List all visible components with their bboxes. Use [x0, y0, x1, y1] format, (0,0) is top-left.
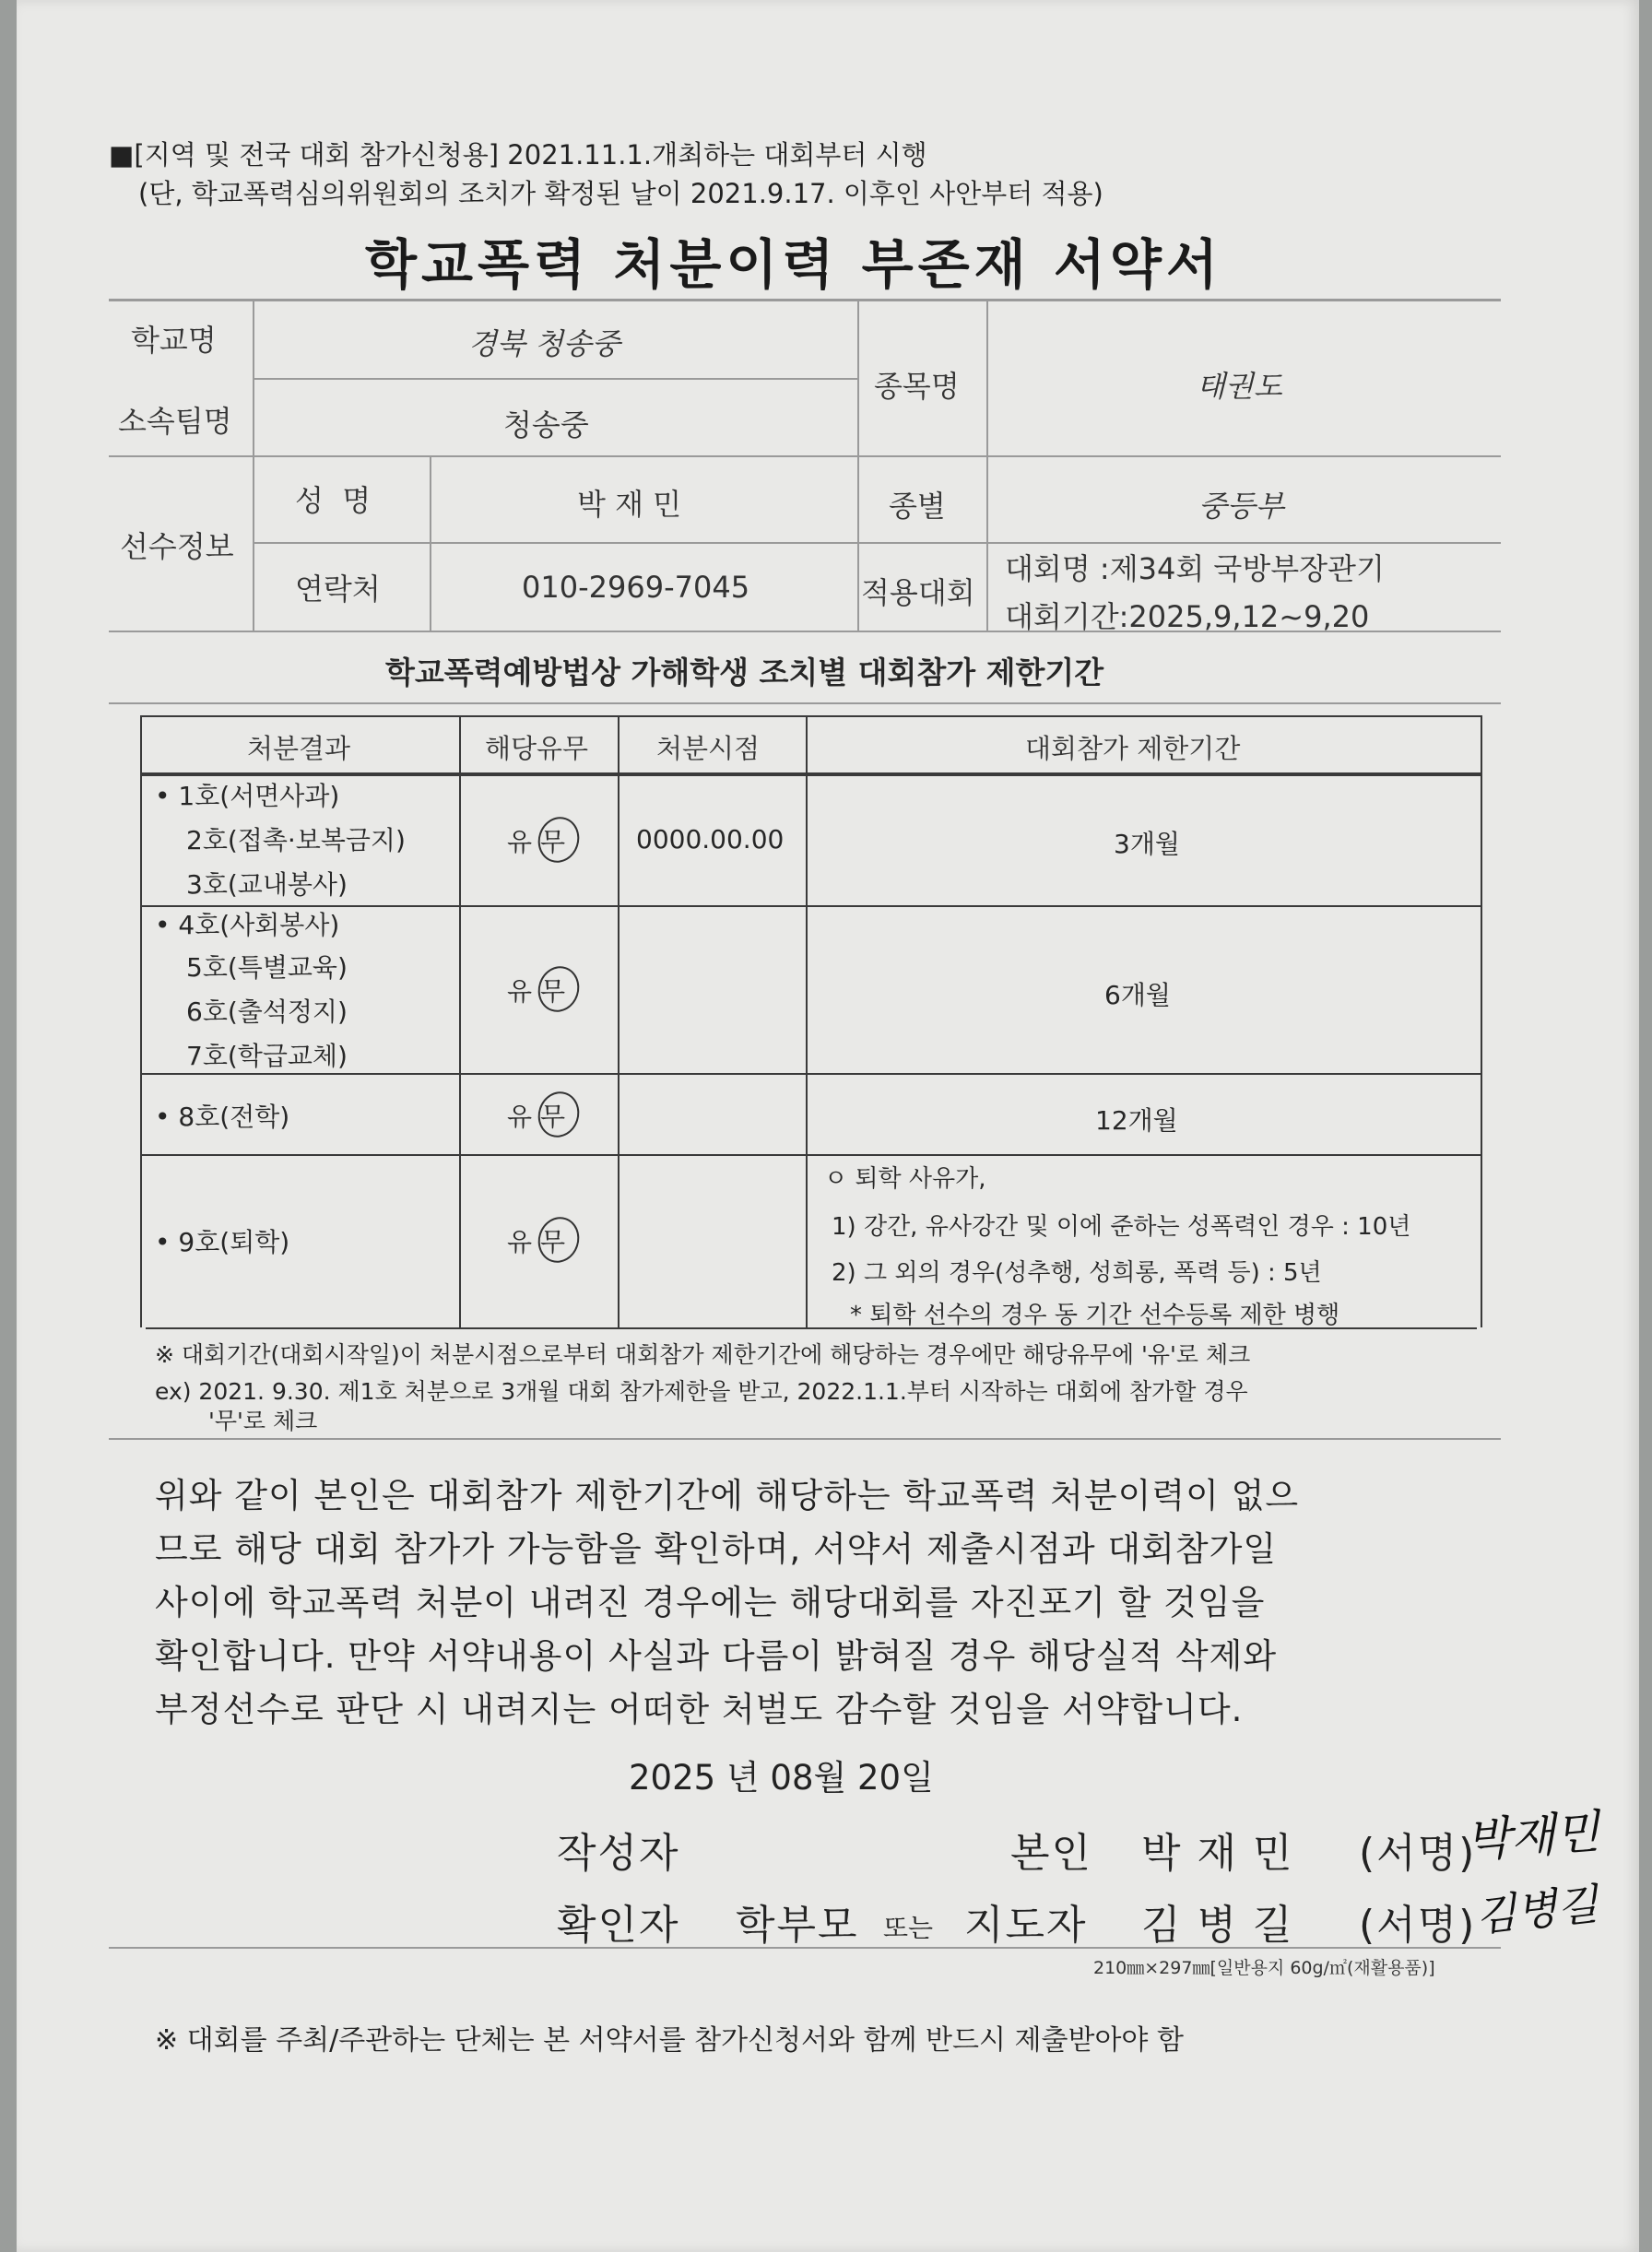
- pledge-line-4: 확인합니다. 만약 서약내용이 사실과 다름이 밝혀질 경우 해당실적 삭제와: [155, 1636, 1278, 1676]
- competition-name: 대회명 :제34회 국방부장관기: [1005, 551, 1385, 586]
- header-restriction-period: 대회참가 제한기간: [1025, 733, 1241, 764]
- paper-spec: 210㎜×297㎜[일반용지 60g/㎡(재활용품)]: [1093, 1958, 1435, 1978]
- info-table-border: [253, 299, 254, 631]
- header-disposition-date: 처분시점: [656, 733, 761, 764]
- document-title: 학교폭력 처분이력 부존재 서약서: [365, 233, 1222, 296]
- row4-no-check-mark: [532, 1211, 584, 1267]
- writer-sign-label: (서명): [1359, 1830, 1477, 1877]
- restriction-subtitle: 학교폭력예방법상 가해학생 조치별 대회참가 제한기간: [385, 654, 1104, 690]
- row4-item-1: • 9호(퇴학): [155, 1227, 290, 1257]
- row2-period: 6개월: [1104, 980, 1171, 1010]
- team-value: 청송중: [503, 407, 589, 442]
- table-col-border: [806, 715, 808, 1327]
- row4-period-line-4: * 퇴학 선수의 경우 동 기간 선수등록 제한 병행: [850, 1302, 1340, 1329]
- competition-period: 대회기간:2025,9,12~9,20: [1005, 599, 1370, 634]
- confirmer-role: 지도자: [964, 1902, 1088, 1949]
- header-applicable: 해당유무: [485, 733, 589, 764]
- bottom-note: ※ 대회를 주최/주관하는 단체는 본 서약서를 참가신청서와 함께 반드시 제출받아야 함: [155, 2024, 1184, 2057]
- info-table-border: [253, 378, 857, 380]
- event-value: 태권도: [1197, 369, 1282, 404]
- writer-label: 작성자: [557, 1830, 680, 1877]
- row3-no-check-mark: [532, 1086, 584, 1142]
- confirmer-parent: 학부모: [736, 1902, 859, 1949]
- writer-name: 박 재 민: [1141, 1830, 1294, 1877]
- table-header-border: [140, 772, 1482, 776]
- row1-no-check-mark: [532, 811, 584, 867]
- writer-role: 본인: [1010, 1830, 1093, 1877]
- confirmer-label: 확인자: [557, 1902, 680, 1949]
- info-table-border: [857, 299, 859, 631]
- row1-item-3: 3호(교내봉사): [186, 869, 348, 900]
- name-value: 박 재 민: [577, 487, 682, 522]
- row3-item-1: • 8호(전학): [155, 1102, 290, 1132]
- pledge-line-1: 위와 같이 본인은 대회참가 제한기간에 해당하는 학교폭력 처분이력이 없으: [155, 1476, 1300, 1515]
- team-label: 소속팀명: [118, 404, 232, 439]
- table-top-border: [140, 715, 1482, 717]
- notes-divider: [109, 1438, 1501, 1440]
- document-sheet: [17, 0, 1639, 2252]
- info-table-border: [430, 455, 431, 631]
- pledge-date: 2025 년 08월 20일: [629, 1758, 934, 1798]
- pledge-line-5: 부정선수로 판단 시 내려지는 어떠한 처벌도 감수할 것임을 서약합니다.: [155, 1690, 1244, 1729]
- table-row-border: [140, 1154, 1482, 1156]
- info-table-top-border: [109, 299, 1501, 301]
- row2-item-2: 5호(특별교육): [186, 952, 348, 983]
- row1-item-2: 2호(접촉·보복금지): [186, 825, 406, 855]
- school-label: 학교명: [131, 323, 217, 358]
- info-table-border: [109, 455, 1501, 457]
- row4-period-line-1: ㅇ 퇴학 사유가,: [824, 1165, 986, 1193]
- row1-date: 0000.00.00: [636, 824, 785, 855]
- row3-period: 12개월: [1095, 1105, 1178, 1136]
- info-table-border: [253, 542, 1501, 544]
- note-2: ex) 2021. 9.30. 제1호 처분으로 3개월 대회 참가제한을 받고, 2022.1.1.부터 시작하는 대회에 참가할 경우: [155, 1378, 1248, 1405]
- row2-yn: 유 무: [507, 976, 565, 1007]
- row1-item-1: • 1호(서면사과): [155, 781, 340, 811]
- row3-yn: 유 무: [507, 1102, 565, 1132]
- signature-divider: [109, 1947, 1501, 1949]
- contact-value: 010-2969-7045: [522, 570, 750, 605]
- pledge-line-3: 사이에 학교폭력 처분이 내려진 경우에는 해당대회를 자진포기 할 것임을: [155, 1583, 1266, 1622]
- note-3: '무'로 체크: [208, 1408, 318, 1434]
- confirmer-name: 김 병 길: [1141, 1902, 1294, 1949]
- row2-no-check-mark: [532, 961, 584, 1017]
- row2-item-1: • 4호(사회봉사): [155, 910, 340, 940]
- table-col-border: [1481, 715, 1482, 1327]
- row4-period-line-3: 2) 그 외의 경우(성추행, 성희롱, 폭력 등) : 5년: [832, 1259, 1322, 1287]
- player-info-label: 선수정보: [120, 529, 234, 564]
- row2-item-3: 6호(출석정지): [186, 996, 348, 1027]
- contact-label: 연락처: [295, 572, 381, 607]
- confirmer-handwritten-signature: 김병길: [1472, 1879, 1601, 1941]
- pledge-line-2: 므로 해당 대회 참가가 가능함을 확인하며, 서약서 제출시점과 대회참가일: [155, 1529, 1278, 1569]
- row4-yn: 유 무: [507, 1227, 565, 1257]
- subtitle-underline: [109, 702, 1501, 704]
- row2-item-4: 7호(학급교체): [186, 1041, 348, 1071]
- confirmer-sign-label: (서명): [1359, 1902, 1477, 1949]
- table-col-border: [459, 715, 461, 1327]
- row1-yn: 유 무: [507, 827, 565, 857]
- table-row-border: [140, 905, 1482, 907]
- header-line-2: (단, 학교폭력심의위원회의 조치가 확정된 날이 2021.9.17. 이후인 사안부터 적용): [138, 178, 1103, 209]
- row1-period: 3개월: [1114, 829, 1180, 859]
- division-label: 종별: [889, 489, 946, 524]
- table-row-border: [140, 1073, 1482, 1075]
- header-result: 처분결과: [247, 733, 351, 764]
- row4-period-line-2: 1) 강간, 유사강간 및 이에 준하는 성폭력인 경우 : 10년: [832, 1213, 1411, 1241]
- event-label: 종목명: [874, 369, 960, 404]
- competition-label: 적용대회: [861, 575, 975, 610]
- info-table-border: [986, 299, 988, 631]
- header-line-1: ■[지역 및 전국 대회 참가신청용] 2021.11.1.개최하는 대회부터 시행: [109, 139, 927, 171]
- table-col-border: [618, 715, 620, 1327]
- table-col-border: [140, 715, 142, 1327]
- confirmer-or: 또는: [883, 1913, 934, 1943]
- note-1: ※ 대회기간(대회시작일)이 처분시점으로부터 대회참가 제한기간에 해당하는 경우에만 해당유무에 '유'로 체크: [155, 1341, 1251, 1368]
- name-label: 성 명: [295, 483, 372, 518]
- school-value: 경북 청송중: [468, 326, 620, 361]
- writer-handwritten-signature: 박재민: [1464, 1805, 1602, 1868]
- division-value: 중등부: [1198, 489, 1284, 524]
